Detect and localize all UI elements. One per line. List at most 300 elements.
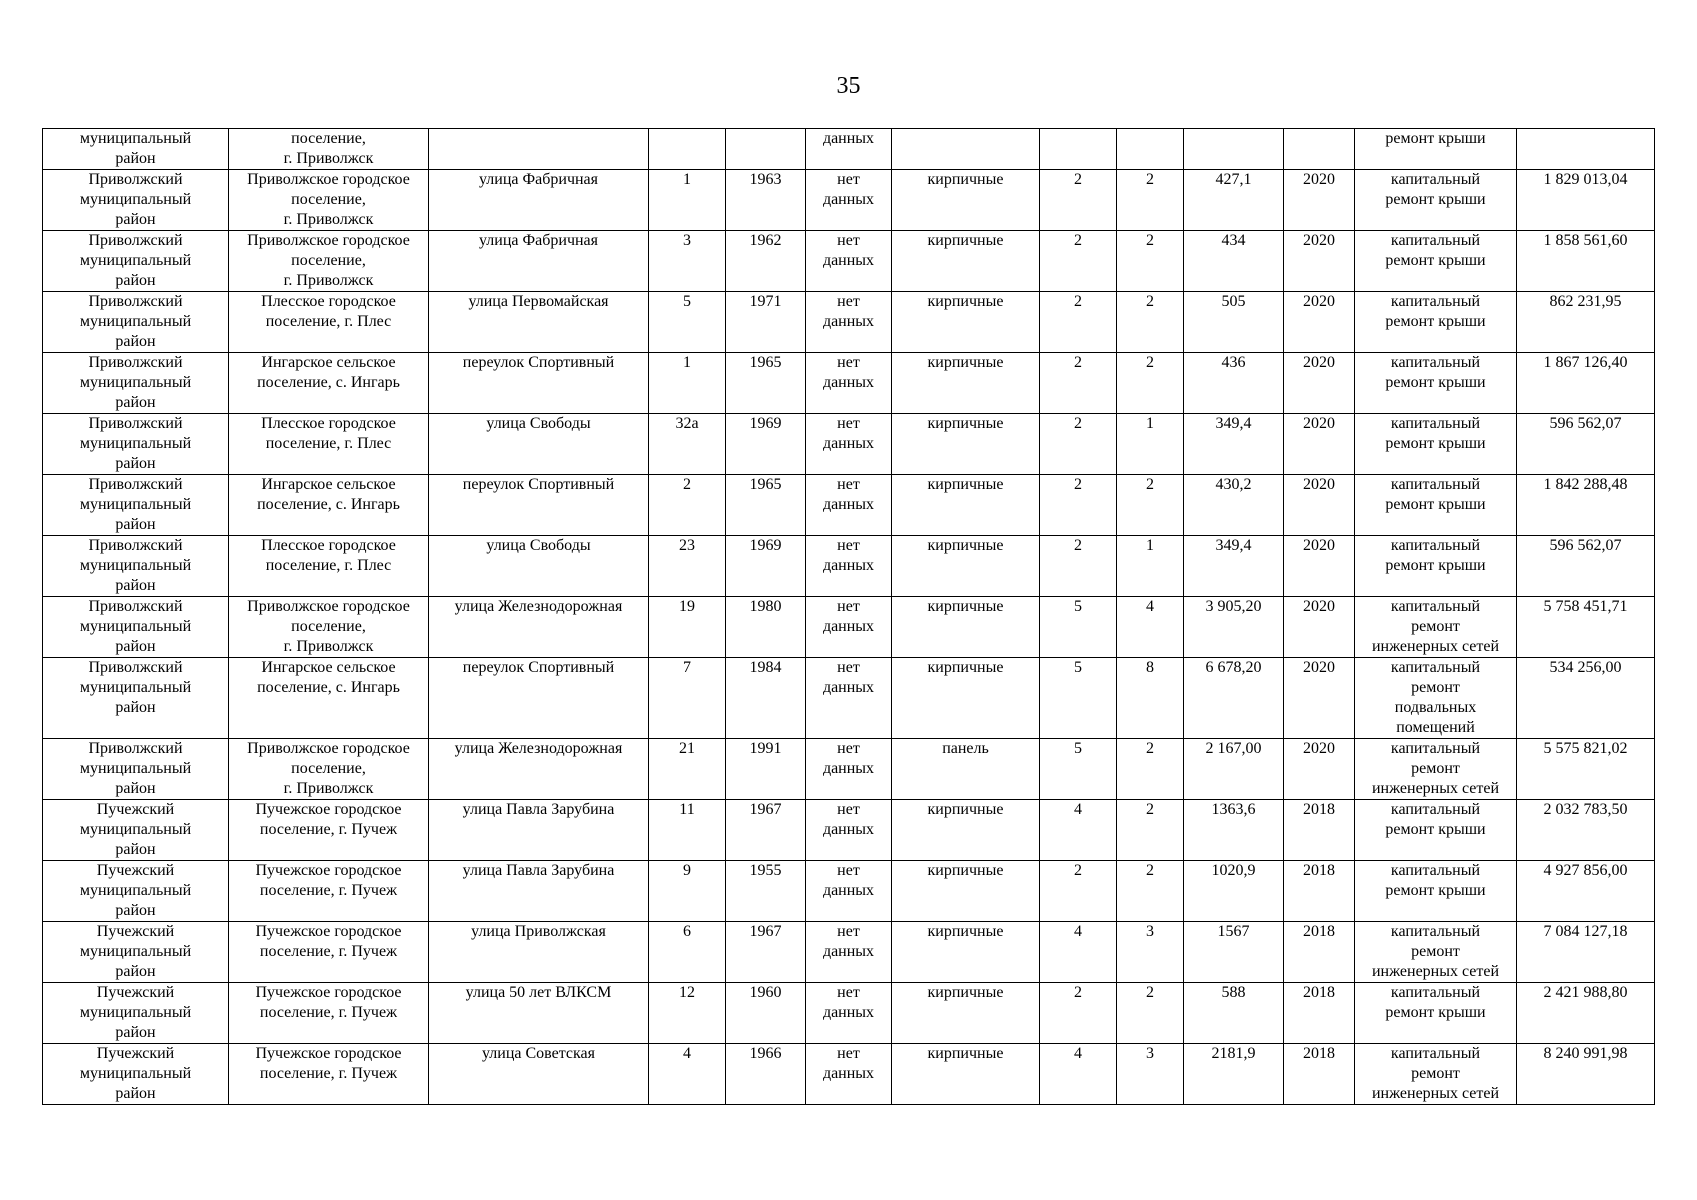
- cell-year-built: [726, 658, 806, 739]
- cell-settlement: [229, 800, 429, 861]
- cell-area: [1184, 922, 1284, 983]
- cell-text: район: [115, 577, 156, 594]
- cell-text: 2 167,00: [1205, 740, 1262, 757]
- cell-text: 2: [683, 476, 691, 493]
- cell-cost: [1517, 292, 1655, 353]
- cell-street: [429, 983, 649, 1044]
- cell-text: 2: [1146, 354, 1154, 371]
- cell-work-type: [1355, 658, 1517, 739]
- cell-area: [1184, 861, 1284, 922]
- table-row: [43, 983, 1655, 1044]
- cell-house: [649, 658, 726, 739]
- cell-text: данных: [822, 1065, 875, 1082]
- cell-text: 2018: [1303, 801, 1335, 818]
- cell-cost: [1517, 414, 1655, 475]
- cell-work-type: [1355, 739, 1517, 800]
- table-row: [43, 739, 1655, 800]
- cell-text: кирпичные: [927, 659, 1004, 676]
- cell-text: муниципальный: [79, 313, 192, 330]
- cell-wall-material: [892, 597, 1040, 658]
- cell-repair-year: [1284, 353, 1355, 414]
- cell-text: Пучежский: [96, 862, 175, 879]
- cell-street: [429, 1044, 649, 1105]
- cell-text: улица Железнодорожная: [454, 598, 623, 615]
- cell-text: 2018: [1303, 984, 1335, 1001]
- cell-text: инженерных сетей: [1371, 1085, 1500, 1102]
- cell-wall-material: [892, 353, 1040, 414]
- cell-text: кирпичные: [927, 171, 1004, 188]
- cell-entrances: [1117, 414, 1184, 475]
- cell-text: 7: [683, 659, 691, 676]
- cell-text: нет: [837, 1045, 860, 1062]
- cell-text: нет: [837, 923, 860, 940]
- cell-text: 2: [1074, 232, 1082, 249]
- cell-text: 427,1: [1215, 171, 1252, 188]
- cell-text: Приволжский: [88, 740, 183, 757]
- cell-floors: [1040, 231, 1117, 292]
- cell-floors: [1040, 739, 1117, 800]
- cell-text: Пучежское городское: [255, 801, 402, 818]
- cell-text: 2020: [1303, 476, 1335, 493]
- cell-text: 2020: [1303, 171, 1335, 188]
- cell-text: данных: [822, 313, 875, 330]
- cell-text: 1 858 561,60: [1543, 232, 1628, 249]
- cell-text: 2020: [1303, 415, 1335, 432]
- cell-cost: [1517, 658, 1655, 739]
- cell-text: ремонт крыши: [1385, 313, 1486, 330]
- cell-text: Приволжский: [88, 598, 183, 615]
- cell-text: поселение, с. Ингарь: [257, 496, 400, 513]
- cell-text: кирпичные: [927, 293, 1004, 310]
- cell-text: улица Приволжская: [471, 923, 606, 940]
- cell-text: поселение,: [291, 130, 366, 147]
- cell-work-type: [1355, 475, 1517, 536]
- table-row: [43, 658, 1655, 739]
- table-row: [43, 414, 1655, 475]
- cell-text: 2: [1074, 354, 1082, 371]
- cell-text: район: [115, 1024, 156, 1041]
- cell-street: [429, 414, 649, 475]
- cell-repair-year: [1284, 861, 1355, 922]
- cell-district: [43, 353, 229, 414]
- cell-data: [806, 475, 892, 536]
- cell-settlement: [229, 922, 429, 983]
- cell-text: Приволжский: [88, 659, 183, 676]
- cell-text: поселение, г. Пучеж: [259, 1065, 398, 1082]
- cell-text: район: [115, 516, 156, 533]
- cell-text: поселение, г. Пучеж: [259, 821, 398, 838]
- cell-text: 1960: [749, 984, 782, 1001]
- cell-text: нет: [837, 354, 860, 371]
- cell-settlement: [229, 1044, 429, 1105]
- cell-area: [1184, 739, 1284, 800]
- cell-text: 1 829 013,04: [1543, 171, 1628, 188]
- cell-work-type: [1355, 800, 1517, 861]
- cell-text: улица Первомайская: [468, 293, 609, 310]
- cell-work-type: [1355, 231, 1517, 292]
- cell-year-built: [726, 170, 806, 231]
- cell-text: нет: [837, 598, 860, 615]
- cell-text: Приволжский: [88, 476, 183, 493]
- cell-text: Плесское городское: [261, 537, 396, 554]
- cell-text: муниципальный: [79, 1065, 192, 1082]
- cell-text: 3: [1146, 1045, 1154, 1062]
- cell-text: ремонт: [1411, 618, 1460, 635]
- table-row-continued: [43, 129, 1655, 170]
- cell-text: 3: [683, 232, 691, 249]
- cell-text: г. Приволжск: [283, 780, 374, 797]
- cell-text: 1955: [749, 862, 782, 879]
- cell-district: [43, 800, 229, 861]
- cell-settlement: [229, 536, 429, 597]
- cell-text: Ингарское сельское: [261, 659, 396, 676]
- cell-wall-material: [892, 922, 1040, 983]
- cell-text: 1969: [749, 415, 782, 432]
- cell-wall-material: [892, 861, 1040, 922]
- cell-entrances: [1117, 231, 1184, 292]
- cell-text: 4: [683, 1045, 691, 1062]
- cell-text: данных: [822, 191, 875, 208]
- cell-text: ремонт: [1411, 760, 1460, 777]
- cell-text: 4: [1074, 801, 1082, 818]
- table-row: [43, 800, 1655, 861]
- cell-house: [649, 597, 726, 658]
- cell-wall-material: [892, 231, 1040, 292]
- cell-repair-year: [1284, 1044, 1355, 1105]
- cell-repair-year: [1284, 800, 1355, 861]
- cell-text: кирпичные: [927, 415, 1004, 432]
- cell-text: 11: [679, 801, 695, 818]
- cell-text: Приволжское городское: [247, 740, 410, 757]
- cell-text: Ингарское сельское: [261, 476, 396, 493]
- cell-text: 1020,9: [1211, 862, 1256, 879]
- cell-text: нет: [837, 740, 860, 757]
- cell-text: кирпичные: [927, 1045, 1004, 1062]
- cell-area: [1184, 475, 1284, 536]
- cell-district: [43, 292, 229, 353]
- cell-year-built: [726, 231, 806, 292]
- cell-text: район: [115, 902, 156, 919]
- cell-cost: [1517, 231, 1655, 292]
- cell-text: поселение,: [291, 618, 366, 635]
- cell-text: 1980: [749, 598, 782, 615]
- cell-year-built: [726, 739, 806, 800]
- cell-text: район: [115, 394, 156, 411]
- cell-data: [806, 536, 892, 597]
- cell-text: 1969: [749, 537, 782, 554]
- cell-text: Приволжский: [88, 354, 183, 371]
- cell-repair-year: [1284, 170, 1355, 231]
- cell-year-built: [726, 353, 806, 414]
- cell-data: [806, 597, 892, 658]
- cell-text: нет: [837, 537, 860, 554]
- cell-text: капитальный: [1390, 232, 1481, 249]
- cell-text: 2: [1146, 171, 1154, 188]
- cell-house: [649, 800, 726, 861]
- cell-text: улица Свободы: [486, 537, 591, 554]
- cell-text: 8: [1146, 659, 1154, 676]
- cell-text: инженерных сетей: [1371, 780, 1500, 797]
- cell-district: [43, 1044, 229, 1105]
- cell-area: [1184, 658, 1284, 739]
- cell-text: 2020: [1303, 537, 1335, 554]
- cell-text: 1965: [749, 476, 782, 493]
- cell-text: Приволжское городское: [247, 232, 410, 249]
- cell-work-type: [1355, 1044, 1517, 1105]
- cell-floors: [1040, 475, 1117, 536]
- cell-text: нет: [837, 232, 860, 249]
- cell-text: ремонт: [1411, 1065, 1460, 1082]
- cell-text: муниципальный: [79, 882, 192, 899]
- cell-data: [806, 129, 892, 170]
- cell-work-type: [1355, 861, 1517, 922]
- cell-area: [1184, 170, 1284, 231]
- housing-repair-table: [42, 128, 1655, 1105]
- cell-text: муниципальный: [79, 821, 192, 838]
- cell-text: 2: [1074, 476, 1082, 493]
- cell-floors: [1040, 658, 1117, 739]
- cell-text: г. Приволжск: [283, 272, 374, 289]
- cell-text: район: [115, 1085, 156, 1102]
- cell-text: 2 032 783,50: [1543, 801, 1628, 818]
- cell-text: ремонт крыши: [1385, 821, 1486, 838]
- cell-repair-year: [1284, 658, 1355, 739]
- cell-floors: [1040, 170, 1117, 231]
- cell-entrances: [1117, 983, 1184, 1044]
- table-row: [43, 231, 1655, 292]
- cell-area: [1184, 536, 1284, 597]
- cell-text: 1: [683, 354, 691, 371]
- cell-text: инженерных сетей: [1371, 963, 1500, 980]
- cell-street: [429, 861, 649, 922]
- cell-district: [43, 597, 229, 658]
- cell-cost: [1517, 170, 1655, 231]
- cell-district: [43, 861, 229, 922]
- cell-data: [806, 1044, 892, 1105]
- cell-text: кирпичные: [927, 923, 1004, 940]
- cell-text: улица Павла Зарубина: [462, 862, 615, 879]
- cell-text: Пучежский: [96, 984, 175, 1001]
- cell-text: муниципальный: [79, 679, 192, 696]
- cell-text: муниципальный: [79, 760, 192, 777]
- cell-text: 5: [1074, 740, 1082, 757]
- cell-wall-material: [892, 983, 1040, 1044]
- cell-entrances: [1117, 475, 1184, 536]
- cell-text: Пучежский: [96, 1045, 175, 1062]
- cell-text: 2181,9: [1211, 1045, 1256, 1062]
- cell-text: 4 927 856,00: [1543, 862, 1628, 879]
- cell-repair-year: [1284, 597, 1355, 658]
- page-number: 35: [836, 73, 861, 99]
- cell-entrances: [1117, 129, 1184, 170]
- cell-settlement: [229, 658, 429, 739]
- cell-area: [1184, 414, 1284, 475]
- cell-text: ремонт крыши: [1385, 435, 1486, 452]
- cell-text: 5 575 821,02: [1543, 740, 1628, 757]
- cell-text: нет: [837, 801, 860, 818]
- cell-repair-year: [1284, 536, 1355, 597]
- cell-text: данных: [822, 618, 875, 635]
- cell-text: данных: [822, 130, 875, 147]
- cell-repair-year: [1284, 292, 1355, 353]
- cell-text: Приволжский: [88, 232, 183, 249]
- cell-text: 2: [1146, 862, 1154, 879]
- cell-text: капитальный: [1390, 171, 1481, 188]
- cell-text: переулок Спортивный: [462, 659, 615, 676]
- cell-text: Приволжский: [88, 415, 183, 432]
- cell-work-type: [1355, 597, 1517, 658]
- cell-text: кирпичные: [927, 801, 1004, 818]
- cell-year-built: [726, 1044, 806, 1105]
- table-row: [43, 922, 1655, 983]
- cell-text: ремонт крыши: [1385, 1004, 1486, 1021]
- cell-settlement: [229, 353, 429, 414]
- cell-text: панель: [942, 740, 989, 757]
- cell-text: Пучежское городское: [255, 862, 402, 879]
- cell-text: Приволжский: [88, 293, 183, 310]
- cell-text: капитальный: [1390, 923, 1481, 940]
- cell-text: район: [115, 455, 156, 472]
- cell-text: 2 421 988,80: [1543, 984, 1628, 1001]
- cell-text: капитальный: [1390, 293, 1481, 310]
- cell-data: [806, 292, 892, 353]
- cell-text: кирпичные: [927, 862, 1004, 879]
- cell-settlement: [229, 739, 429, 800]
- cell-text: Приволжский: [88, 171, 183, 188]
- cell-text: район: [115, 272, 156, 289]
- cell-house: [649, 129, 726, 170]
- cell-text: ремонт крыши: [1385, 130, 1486, 147]
- cell-floors: [1040, 800, 1117, 861]
- cell-text: улица Фабричная: [478, 232, 599, 249]
- cell-cost: [1517, 739, 1655, 800]
- cell-area: [1184, 292, 1284, 353]
- cell-cost: [1517, 983, 1655, 1044]
- cell-text: муниципальный: [79, 130, 192, 147]
- cell-text: ремонт крыши: [1385, 191, 1486, 208]
- cell-text: 5: [1074, 659, 1082, 676]
- cell-entrances: [1117, 739, 1184, 800]
- cell-text: 1962: [749, 232, 782, 249]
- cell-floors: [1040, 922, 1117, 983]
- cell-data: [806, 983, 892, 1044]
- cell-year-built: [726, 983, 806, 1044]
- cell-district: [43, 983, 229, 1044]
- cell-settlement: [229, 231, 429, 292]
- cell-text: переулок Спортивный: [462, 354, 615, 371]
- cell-district: [43, 170, 229, 231]
- cell-area: [1184, 231, 1284, 292]
- cell-settlement: [229, 475, 429, 536]
- cell-wall-material: [892, 800, 1040, 861]
- cell-floors: [1040, 1044, 1117, 1105]
- cell-text: 1 867 126,40: [1543, 354, 1628, 371]
- cell-text: район: [115, 841, 156, 858]
- cell-house: [649, 414, 726, 475]
- table-row: [43, 170, 1655, 231]
- cell-district: [43, 475, 229, 536]
- cell-text: 5 758 451,71: [1543, 598, 1628, 615]
- cell-text: 2: [1074, 537, 1082, 554]
- cell-settlement: [229, 414, 429, 475]
- cell-street: [429, 475, 649, 536]
- cell-text: 349,4: [1215, 537, 1252, 554]
- cell-text: муниципальный: [79, 943, 192, 960]
- cell-repair-year: [1284, 129, 1355, 170]
- cell-text: 2020: [1303, 293, 1335, 310]
- cell-text: нет: [837, 293, 860, 310]
- cell-text: 5: [1074, 598, 1082, 615]
- cell-cost: [1517, 800, 1655, 861]
- table-row: [43, 353, 1655, 414]
- cell-text: ремонт крыши: [1385, 374, 1486, 391]
- cell-cost: [1517, 475, 1655, 536]
- cell-text: поселение, г. Пучеж: [259, 1004, 398, 1021]
- cell-text: кирпичные: [927, 984, 1004, 1001]
- cell-text: 2: [1074, 862, 1082, 879]
- cell-settlement: [229, 861, 429, 922]
- cell-text: кирпичные: [927, 537, 1004, 554]
- cell-text: данных: [822, 760, 875, 777]
- cell-text: 4: [1074, 923, 1082, 940]
- cell-data: [806, 658, 892, 739]
- cell-year-built: [726, 475, 806, 536]
- cell-text: переулок Спортивный: [462, 476, 615, 493]
- cell-house: [649, 1044, 726, 1105]
- cell-text: 1: [683, 171, 691, 188]
- cell-text: капитальный: [1390, 476, 1481, 493]
- cell-repair-year: [1284, 739, 1355, 800]
- cell-entrances: [1117, 597, 1184, 658]
- cell-data: [806, 170, 892, 231]
- cell-text: 1971: [749, 293, 782, 310]
- table-body: [43, 129, 1655, 1105]
- cell-settlement: [229, 983, 429, 1044]
- cell-text: 2020: [1303, 232, 1335, 249]
- cell-data: [806, 414, 892, 475]
- cell-text: 1363,6: [1211, 801, 1256, 818]
- cell-text: ремонт крыши: [1385, 252, 1486, 269]
- cell-text: 1567: [1217, 923, 1250, 940]
- cell-district: [43, 739, 229, 800]
- cell-text: данных: [822, 435, 875, 452]
- cell-text: район: [115, 638, 156, 655]
- cell-text: капитальный: [1390, 862, 1481, 879]
- cell-cost: [1517, 597, 1655, 658]
- cell-work-type: [1355, 536, 1517, 597]
- cell-district: [43, 414, 229, 475]
- cell-text: 8 240 991,98: [1543, 1045, 1628, 1062]
- cell-floors: [1040, 536, 1117, 597]
- cell-street: [429, 170, 649, 231]
- cell-text: 1: [1146, 415, 1154, 432]
- cell-text: 1984: [749, 659, 782, 676]
- cell-text: Пучежское городское: [255, 923, 402, 940]
- cell-text: 2: [1146, 293, 1154, 310]
- cell-text: 3 905,20: [1205, 598, 1262, 615]
- cell-text: 12: [679, 984, 695, 1001]
- cell-text: 534 256,00: [1549, 659, 1622, 676]
- cell-text: капитальный: [1390, 415, 1481, 432]
- cell-text: район: [115, 150, 156, 167]
- cell-text: улица 50 лет ВЛКСМ: [465, 984, 612, 1001]
- cell-text: муниципальный: [79, 435, 192, 452]
- cell-text: 596 562,07: [1549, 537, 1622, 554]
- cell-area: [1184, 597, 1284, 658]
- cell-cost: [1517, 129, 1655, 170]
- cell-year-built: [726, 292, 806, 353]
- cell-text: 2018: [1303, 923, 1335, 940]
